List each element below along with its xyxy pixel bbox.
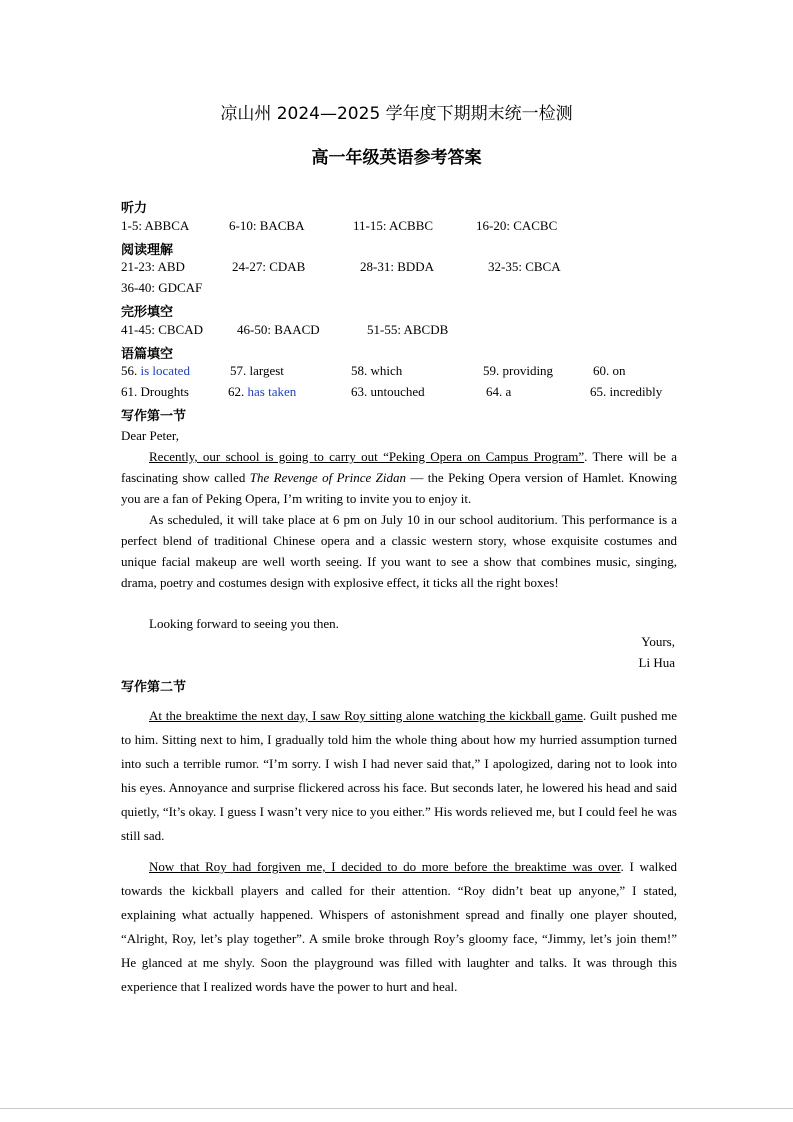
- answer-group: 28-31: BDDA: [360, 259, 435, 274]
- grammar-item: [230, 363, 284, 379]
- answer-group: 41-45: CBCAD: [121, 322, 203, 337]
- answer-group: 46-50: BAACD: [237, 322, 320, 337]
- letter-greeting: Dear Peter,: [121, 428, 179, 443]
- item-number: 57.: [230, 363, 250, 378]
- section-label-reading: 阅读理解: [121, 243, 174, 258]
- item-answer: untouched: [370, 384, 425, 399]
- item-answer: a: [505, 384, 512, 399]
- underlined-sentence: At the breaktime the next day, I saw Roy sitting alone watching the kickball game: [149, 708, 583, 723]
- grammar-item: [483, 363, 553, 379]
- item-answer: largest: [249, 363, 284, 378]
- item-number: 65.: [590, 384, 610, 399]
- item-number: 63.: [351, 384, 371, 399]
- item-number: 60.: [593, 363, 613, 378]
- section-label-grammar: 语篇填空: [121, 347, 174, 362]
- item-number: 56.: [121, 363, 141, 378]
- section-label-cloze: 完形填空: [121, 305, 174, 320]
- letter-signature: Li Hua: [638, 655, 675, 670]
- item-answer: which: [370, 363, 403, 378]
- underlined-sentence: Now that Roy had forgiven me, I decided to do more before the breaktime was over: [149, 859, 621, 874]
- exam-title: 凉山州 2024—2025 学年度下期期末统一检测: [220, 104, 573, 124]
- grammar-item: [228, 384, 296, 400]
- grammar-answers-row2: [0, 384, 793, 404]
- answer-group: 36-40: GDCAF: [121, 280, 203, 295]
- answer-group: 11-15: ACBBC: [353, 218, 434, 233]
- item-answer: incredibly: [609, 384, 663, 399]
- item-number: 58.: [351, 363, 371, 378]
- listening-answers: [0, 218, 793, 238]
- grammar-item: [486, 384, 511, 400]
- show-title: The Revenge of Prince Zidan: [249, 470, 406, 485]
- page-bottom-rule: [0, 1108, 793, 1109]
- section-label-writing2: 写作第二节: [121, 680, 187, 695]
- cloze-answers: [0, 322, 793, 342]
- letter-closing: Yours,: [641, 634, 675, 649]
- paragraph-text: . Guilt pushed me to him. Sitting next to him, I gradually told him the whole thing about how my hurried assumption turned into such a terrible rumor. “I’m sorry. I wish I had never said that,” I apologized, daring not to look into his eyes. Annoyance and surprise flickered across his face. But seconds later, he lowered his head and said quietly, “It’s okay. I guess I wasn’t very nice to you either.” His words relieved me, but I could feel he was still sad.: [121, 708, 677, 843]
- grammar-answers-row1: [0, 363, 793, 383]
- paragraph-text: . I walked towards the kickball players and called for their attention. “Roy didn’t beat up anyone,” I stated, explaining what actually happened. Whispers of astonishment spread and finally one player shouted, “Alright, Roy, let’s play together”. A smile broke through Roy’s gloomy face, “Jimmy, let’s join them!” He glanced at me shyly. Soon the playground was filled with laughter and talks. It was through this experience that I realized words have the power to hurt and heal.: [121, 859, 677, 994]
- letter-paragraph-1: [121, 446, 677, 509]
- item-answer: is located: [140, 363, 190, 378]
- item-number: 64.: [486, 384, 506, 399]
- grammar-item: [121, 384, 189, 400]
- answer-group: 6-10: BACBA: [229, 218, 305, 233]
- section-label-listening: 听力: [121, 201, 148, 216]
- item-number: 59.: [483, 363, 503, 378]
- grammar-item: [351, 363, 402, 379]
- item-number: 61.: [121, 384, 141, 399]
- item-answer: providing: [502, 363, 554, 378]
- paragraph-text: . There will be a fascinating show called: [121, 449, 677, 485]
- paragraph-text: — the Peking Opera version of Hamlet. Knowing you are a fan of Peking Opera, I’m writing to invite you to enjoy it.: [121, 470, 677, 506]
- grammar-item: [121, 363, 190, 379]
- item-answer: Droughts: [140, 384, 189, 399]
- answer-group: 51-55: ABCDB: [367, 322, 449, 337]
- letter-paragraph-3: Looking forward to seeing you then.: [149, 616, 339, 631]
- answer-group: 32-35: CBCA: [488, 259, 561, 274]
- letter-paragraph-2: As scheduled, it will take place at 6 pm on July 10 in our school auditorium. This performance is a perfect blend of traditional Chinese opera and a classic western story, whose exquisite costumes and unique facial makeup are well worth seeing. If you want to see a show that combines music, singing, drama, poetry and costumes design with explosive effect, it ticks all the right boxes!: [121, 512, 677, 590]
- grammar-item: [351, 384, 425, 400]
- story-paragraph-1: [121, 704, 677, 848]
- item-number: 62.: [228, 384, 248, 399]
- answer-group: 1-5: ABBCA: [121, 218, 190, 233]
- reading-answers-2: [0, 280, 793, 300]
- answer-group: 21-23: ABD: [121, 259, 185, 274]
- answer-group: 16-20: CACBC: [476, 218, 558, 233]
- answer-key-title: 高一年级英语参考答案: [311, 148, 482, 168]
- grammar-item: [590, 384, 662, 400]
- item-answer: on: [612, 363, 626, 378]
- reading-answers: [0, 259, 793, 279]
- item-answer: has taken: [247, 384, 297, 399]
- story-paragraph-2: [121, 855, 677, 999]
- answer-group: 24-27: CDAB: [232, 259, 306, 274]
- grammar-item: [593, 363, 626, 379]
- underlined-sentence: Recently, our school is going to carry out “Peking Opera on Campus Program”: [149, 449, 585, 464]
- section-label-writing1: 写作第一节: [121, 409, 187, 424]
